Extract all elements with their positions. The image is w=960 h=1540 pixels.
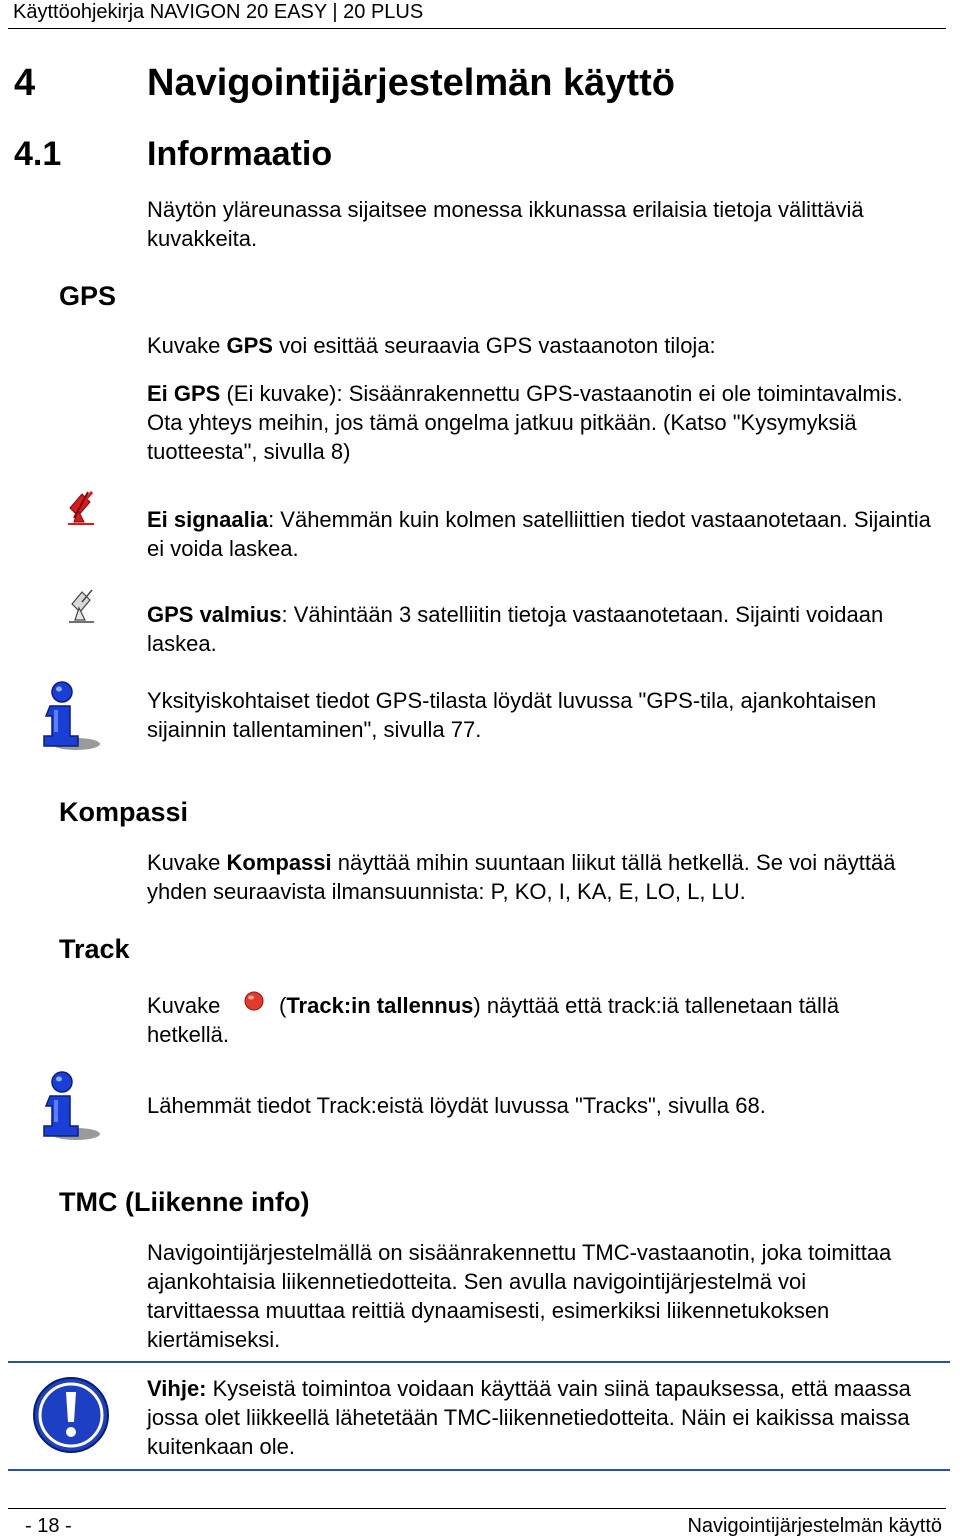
compass-heading: Kompassi [59, 797, 189, 827]
gps-no-signal-icon [64, 488, 98, 526]
gps-paragraph-ready: GPS valmius: Vähintään 3 satelliitin tietoja vastaanotetaan. Sijainti voidaan laskea. [147, 602, 884, 656]
footer-rule [8, 1508, 946, 1509]
exclamation-icon [32, 1376, 110, 1454]
section-title: Informaatio [147, 135, 333, 173]
tip-paragraph: Vihje: Kyseistä toimintoa voidaan käyttää vain siinä tapauksessa, että maassa jossa olet liikkeellä lähetetään TMC-liikennetiedotteita. Näin ei kaikissa maissa kuitenkaan ole. [147, 1376, 911, 1459]
track-paragraph-end: hetkellä. [147, 1022, 229, 1047]
compass-paragraph: Kuvake Kompassi näyttää mihin suuntaan liikut tällä hetkellä. Se voi näyttää yhden seuraavista ilmansuunnista: P, KO, I, KA, E, LO, L, LU. [147, 850, 896, 904]
track-recording-icon [243, 990, 265, 1012]
track-info-paragraph: Lähemmät tiedot Track:eistä löydät luvussa "Tracks", sivulla 68. [147, 1093, 766, 1118]
tip-top-rule [8, 1361, 950, 1363]
section-number: 4.1 [14, 135, 62, 173]
intro-paragraph: Näytön yläreunassa sijaitsee monessa ikkunassa erilaisia tietoja välittäviä kuvakkeita. [147, 197, 864, 251]
tmc-paragraph: Navigointijärjestelmällä on sisäänrakennettu TMC-vastaanotin, joka toimittaa ajankohtaisia liikennetiedotteita. Sen avulla navigointijärjestelmä voi tarvittaessa muuttaa reittiä dynaamisesti, esimerkiksi liikennetukoksen kiertämiseksi. [147, 1240, 892, 1352]
track-paragraph-start: Kuvake [147, 993, 221, 1018]
tip-bottom-rule [8, 1469, 950, 1471]
page-number: - 18 - [25, 1515, 72, 1537]
chapter-number: 4 [14, 62, 36, 104]
gps-paragraph-no-signal: Ei signaalia: Vähemmän kuin kolmen satelliittien tiedot vastaanotetaan. Sijaintia ei voida laskea. [147, 507, 931, 561]
gps-info-paragraph: Yksityiskohtaiset tiedot GPS-tilasta löydät luvussa "GPS-tila, ajankohtaisen sijainnin tallentaminen", sivulla 77. [147, 688, 877, 742]
info-icon [38, 1070, 102, 1142]
tmc-heading: TMC (Liikenne info) [59, 1187, 310, 1217]
gps-heading: GPS [59, 281, 117, 311]
gps-paragraph-1: Kuvake GPS voi esittää seuraavia GPS vastaanoton tiloja: [147, 333, 716, 358]
header-rule [8, 28, 946, 29]
gps-paragraph-no-gps: Ei GPS (Ei kuvake): Sisäänrakennettu GPS-vastaanotin ei ole toimintavalmis. Ota yhteys meihin, jos tämä ongelma jatkuu pitkään. (Katso "Kysymyksiä tuotteesta", sivulla 8) [147, 381, 903, 464]
chapter-title: Navigointijärjestelmän käyttö [147, 62, 675, 104]
track-heading: Track [59, 934, 130, 964]
info-icon [38, 680, 102, 752]
footer-chapter-title: Navigointijärjestelmän käyttö [687, 1515, 942, 1537]
document-header: Käyttöohjekirja NAVIGON 20 EASY | 20 PLUS [13, 1, 424, 23]
track-paragraph-rest: (Track:in tallennus) näyttää että track:iä tallenetaan tällä [279, 993, 840, 1018]
gps-ready-icon [66, 586, 98, 624]
